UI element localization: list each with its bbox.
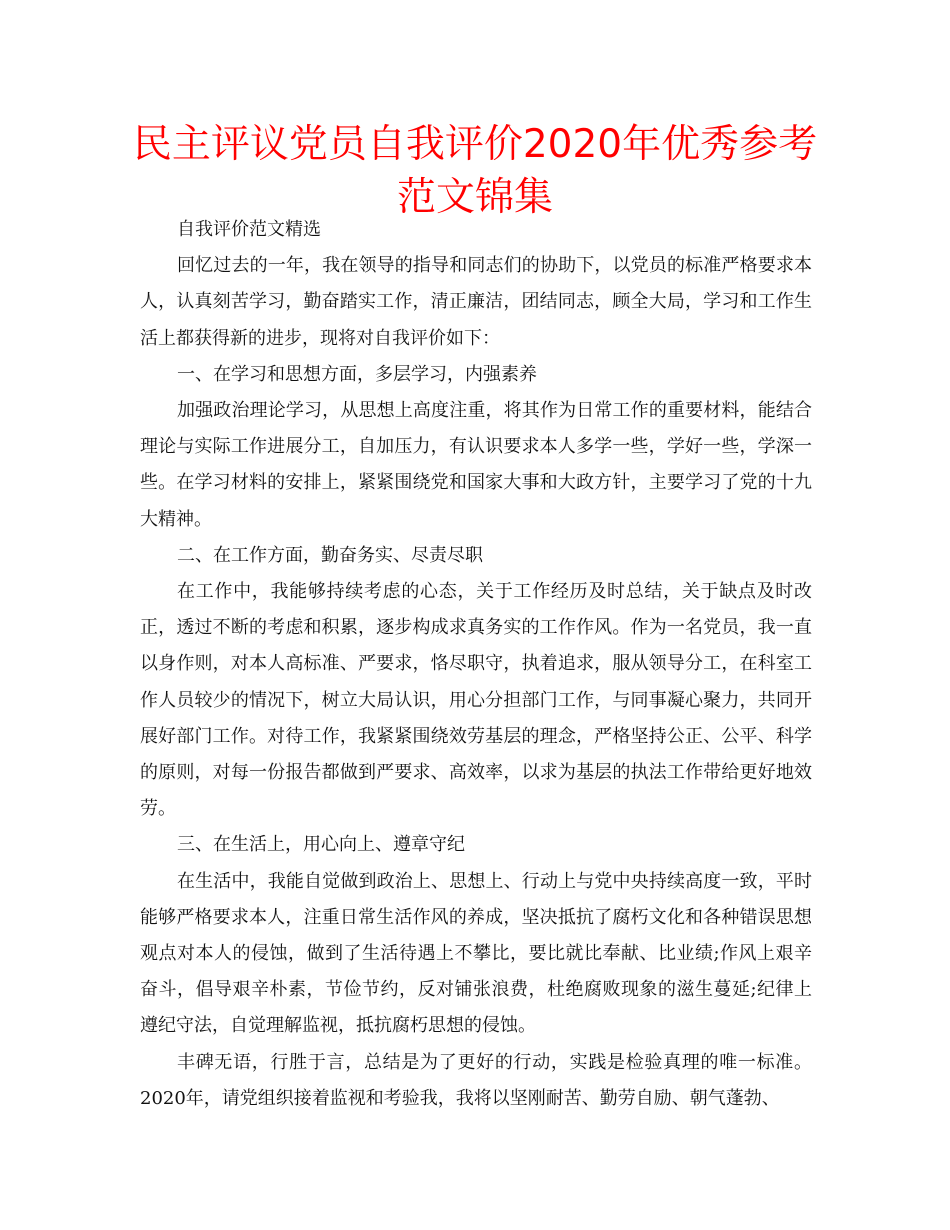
section-heading-work: 二、在工作方面，勤奋务实、尽责尽职 [177,544,483,566]
paragraph-study: 加强政治理论学习，从思想上高度注重，将其作为日常工作的重要材料，能结合理论与实际工作进展分工，自加压力，有认识要求本人多学一些，学好一些，学深一些。在学习材料的安排上，紧紧围绕党和国家大事和大政方针，主要学习了党的十九大精神。 [140,400,812,530]
paragraph-work: 在工作中，我能够持续考虑的心态，关于工作经历及时总结，关于缺点及时改正，透过不断的考虑和积累，逐步构成求真务实的工作作风。作为一名党员，我一直以身作则，对本人高标准、严要求，恪尽职守，执着追求，服从领导分工，在科室工作人员较少的情况下，树立大局认识，用心分担部门工作，与同事凝心聚力，共同开展好部门工作。对待工作，我紧紧围绕效劳基层的理念，严格坚持公正、公平、科学的原则，对每一份报告都做到严要求、高效率，以求为基层的执法工作带给更好地效劳。 [140,581,812,820]
paragraph-review: 回忆过去的一年，我在领导的指导和同志们的协助下，以党员的标准严格要求本人，认真刻苦学习，勤奋踏实工作，清正廉洁，团结同志，顾全大局，学习和工作生活上都获得新的进步，现将对自我评价如下： [140,255,812,349]
section-heading-life: 三、在生活上，用心向上、遵章守纪 [177,834,465,856]
paragraph-conclusion: 丰碑无语，行胜于言，总结是为了更好的行动，实践是检验真理的唯一标准。2020年，请党组织接着监视和考验我，我将以坚刚耐苦、勤劳自励、朝气蓬勃、 [140,1051,812,1109]
document-body [140,212,812,1117]
document-title: 民主评议党员自我评价2020年优秀参考范文锦集 [132,122,818,220]
section-intro-heading: 自我评价范文精选 [177,219,321,240]
section-heading-study: 一、在学习和思想方面，多层学习，内强素养 [177,363,537,385]
paragraph-life: 在生活中，我能自觉做到政治上、思想上、行动上与党中央持续高度一致，平时能够严格要求本人，注重日常生活作风的养成，坚决抵抗了腐朽文化和各种错误思想观点对本人的侵蚀，做到了生活待遇上不攀比，要比就比奉献、比业绩;作风上艰辛奋斗，倡导艰辛朴素，节俭节约，反对铺张浪费，杜绝腐败现象的滋生蔓延;纪律上遵纪守法，自觉理解监视，抵抗腐朽思想的侵蚀。 [140,870,812,1037]
